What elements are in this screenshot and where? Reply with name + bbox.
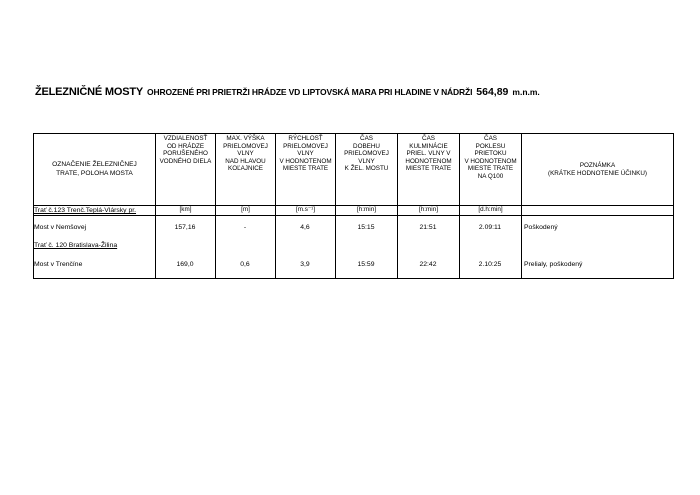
table-row-name: Most v Trenčíne (34, 261, 83, 268)
title-subtitle: OHROZENÉ PRI PRIETRŽI HRÁDZE VD LIPTOVSKÁ MARA PRI HLADINE V NÁDRŽI (147, 87, 473, 97)
header-distance: VZDIALENOSŤ OD HRÁDZE PORUŠENÉHO VODNÉHO DIELA (156, 134, 216, 206)
cell-note: Poškodený (524, 224, 558, 231)
section-label-track-123: Trať č.123 Trenč.Teplá-Vlársky pr. (34, 207, 137, 214)
unit-distance: [km] (156, 206, 216, 216)
cell-peak: 22:42 (419, 261, 437, 268)
cell-height: 0,6 (240, 261, 250, 268)
cell-peak: 21:51 (419, 224, 437, 231)
cell-height: - (243, 224, 247, 231)
unit-note-blank (522, 206, 674, 216)
cell-speed: 3,9 (300, 261, 310, 268)
document-title (35, 82, 675, 100)
section-label-track-120: Trať č. 120 Bratislava-Žilina (34, 242, 118, 249)
cell-distance: 169,0 (176, 261, 194, 268)
header-peak-time: ČAS KULMINÁCIE PRIEL. VLNY V HODNOTENOM MIESTE TRATE (398, 134, 460, 206)
cell-distance: 157,16 (174, 224, 196, 231)
header-track-location: OZNAČENIE ŽELEZNIČNEJ TRATE, POLOHA MOSTA (34, 134, 156, 206)
header-note: POZNÁMKA (KRÁTKE HODNOTENIE ÚČINKU) (522, 134, 674, 206)
header-max-height: MAX. VÝŠKA PRIELOMOVEJ VLNY NAD HLAVOU KOĽAJNICE (216, 134, 276, 206)
cell-decline: 2.09:11 (478, 224, 502, 231)
header-arrival-time: ČAS DOBEHU PRIELOMOVEJ VLNY K ŽEL. MOSTU (336, 134, 398, 206)
title-main: ŽELEZNIČNÉ MOSTY (35, 86, 144, 98)
unit-peak: [h:min] (398, 206, 460, 216)
cell-speed: 4,6 (300, 224, 310, 231)
title-water-level: 564,89 (476, 86, 509, 98)
unit-speed: [m.s⁻¹] (276, 206, 336, 216)
bridges-table (33, 133, 674, 279)
cell-arrival: 15:59 (357, 261, 375, 268)
unit-arrival: [h:min] (336, 206, 398, 216)
cell-decline: 2.10:25 (478, 261, 502, 268)
cell-note: Prelialy, poškodený (524, 261, 583, 268)
cell-arrival: 15:15 (357, 224, 375, 231)
unit-height: [m] (216, 206, 276, 216)
header-speed: RÝCHLOSŤ PRIELOMOVEJ VLNY V HODNOTENOM MIESTE TRATE (276, 134, 336, 206)
header-row (34, 134, 674, 206)
unit-decline: [d.h:min] (460, 206, 522, 216)
header-decline-time: ČAS POKLESU PRIETOKU V HODNOTENOM MIESTE TRATE NA Q100 (460, 134, 522, 206)
table-row-name: Most v Nemšovej (34, 224, 87, 231)
title-unit: m.n.m. (512, 87, 540, 97)
